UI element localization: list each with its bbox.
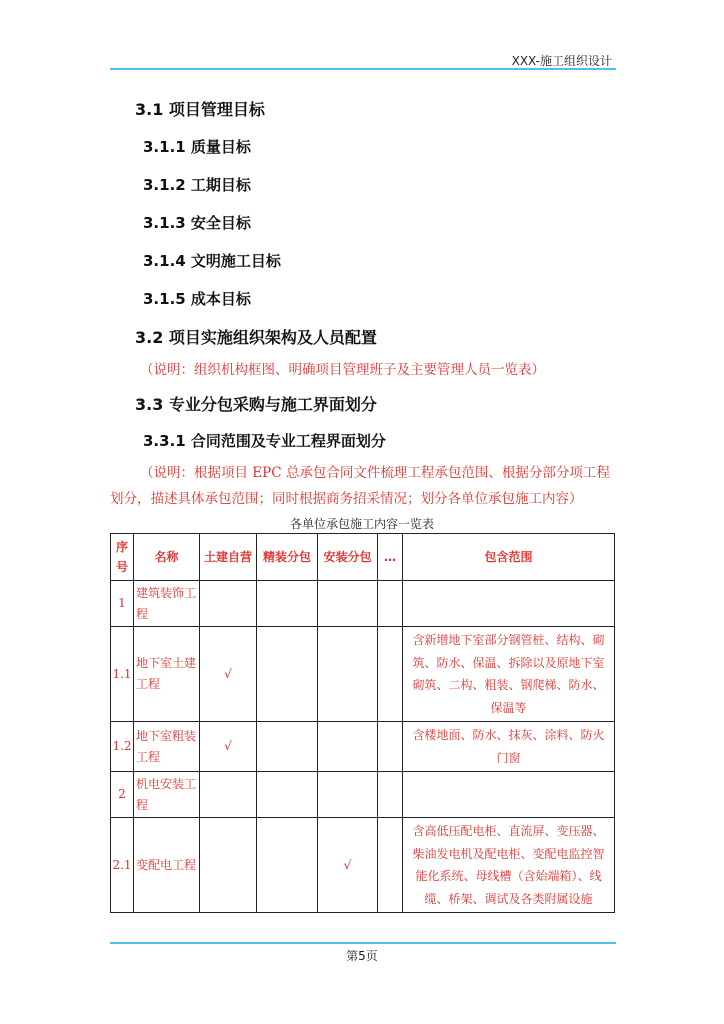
row-scope: 含高低压配电柜、直流屏、变压器、柴油发电机及配电柜、变配电监控智能化系统、母线槽（含始端箱）、线缆、桥架、调试及各类附属设施 [403, 818, 615, 913]
heading-3-1-4: 3.1.4 文明施工目标 [143, 252, 281, 270]
row-fitout [257, 772, 318, 818]
row-civil [200, 818, 257, 913]
row-install [318, 772, 378, 818]
row-no: 1.1 [111, 627, 134, 722]
note-3-2: （说明：组织机构框图、明确项目管理班子及主要管理人员一览表） [140, 362, 545, 378]
row-other [378, 818, 403, 913]
row-scope [403, 772, 615, 818]
table-row [111, 722, 615, 772]
row-civil [200, 772, 257, 818]
header-scope: 包含范围 [403, 534, 615, 581]
header-title: XXX-施工组织设计 [511, 54, 612, 68]
row-install: √ [318, 818, 378, 913]
row-no: 2.1 [111, 818, 134, 913]
row-other [378, 627, 403, 722]
heading-3-2: 3.2 项目实施组织架构及人员配置 [135, 328, 377, 347]
table-row [111, 818, 615, 913]
heading-3-1-1: 3.1.1 质量目标 [143, 138, 251, 156]
header-name: 名称 [134, 534, 200, 581]
header-civil: 土建自营 [200, 534, 257, 581]
table-row [111, 772, 615, 818]
row-install [318, 722, 378, 772]
row-civil [200, 581, 257, 627]
heading-3-1-5: 3.1.5 成本目标 [143, 290, 251, 308]
row-no: 1.2 [111, 722, 134, 772]
row-scope [403, 581, 615, 627]
table-caption: 各单位承包施工内容一览表 [289, 517, 434, 531]
heading-3-3: 3.3 专业分包采购与施工界面划分 [135, 395, 377, 414]
row-fitout [257, 722, 318, 772]
row-name: 地下室粗装工程 [134, 722, 200, 772]
header-install: 安装分包 [318, 534, 378, 581]
row-other [378, 772, 403, 818]
contract-scope-table [110, 533, 615, 913]
table-row [111, 581, 615, 627]
note-3-3-1: （说明：根据项目 EPC 总承包合同文件梳理工程承包范围、根据分部分项工程划分，描述具体承包范围；同时根据商务招采情况；划分各单位承包施工内容） [110, 465, 610, 507]
row-scope: 含楼地面、防水、抹灰、涂料、防火门窗 [403, 722, 615, 772]
footer-divider [110, 942, 616, 944]
row-other [378, 722, 403, 772]
row-civil: √ [200, 627, 257, 722]
row-name: 变配电工程 [134, 818, 200, 913]
table-row [111, 627, 615, 722]
row-fitout [257, 581, 318, 627]
row-scope: 含新增地下室部分钢管桩、结构、砌筑、防水、保温、拆除以及原地下室砌筑、二构、粗装、钢爬梯、防水、保温等 [403, 627, 615, 722]
row-name: 机电安装工程 [134, 772, 200, 818]
header-other: … [378, 534, 403, 581]
header-fitout: 精装分包 [257, 534, 318, 581]
row-install [318, 581, 378, 627]
row-fitout [257, 818, 318, 913]
heading-3-3-1: 3.3.1 合同范围及专业工程界面划分 [143, 432, 386, 450]
heading-3-1: 3.1 项目管理目标 [135, 100, 265, 119]
row-name: 地下室土建工程 [134, 627, 200, 722]
row-fitout [257, 627, 318, 722]
row-install [318, 627, 378, 722]
row-no: 2 [111, 772, 134, 818]
heading-3-1-2: 3.1.2 工期目标 [143, 176, 251, 194]
page-number: 第5页 [346, 949, 378, 963]
header-divider [110, 68, 616, 70]
row-other [378, 581, 403, 627]
row-civil: √ [200, 722, 257, 772]
row-name: 建筑装饰工程 [134, 581, 200, 627]
row-no: 1 [111, 581, 134, 627]
header-no: 序号 [111, 534, 134, 581]
heading-3-1-3: 3.1.3 安全目标 [143, 214, 251, 232]
table-header-row [111, 534, 615, 581]
